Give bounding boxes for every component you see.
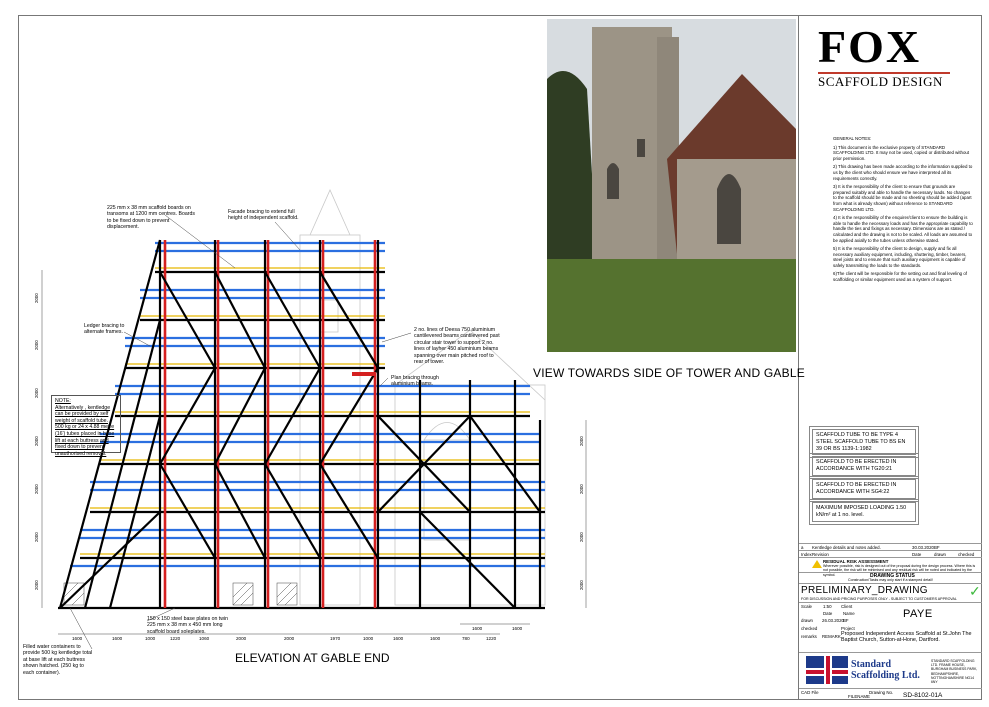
rev-header: checked	[958, 552, 975, 557]
dim-bottom-11: 1600	[430, 636, 441, 641]
status-title: DRAWING STATUS	[870, 573, 915, 579]
dim-bottom-6: 2000	[236, 636, 247, 641]
drawing-label: Drawing No.	[869, 690, 894, 695]
remark-label: remarks	[801, 634, 817, 639]
general-note: 6)The client will be responsible for the setting out and final leveling of scaffolding or similar equipment used as a system of support.	[833, 271, 967, 283]
dim-right-2: 2000	[579, 484, 584, 494]
risk-text: Wherever possible, risk is designed out of the proposal during the design process. Where this is not possible, the risk will be minimised and any residual risk will be noted and indicated by the symbol.	[823, 564, 976, 577]
general-note: 1) This document is the exclusive property of STANDARD SCAFFOLDING LTD. It may not be used, copied or distributed without prior permission.	[833, 144, 970, 161]
general-notes	[833, 136, 973, 286]
dim-left-6: 2000	[34, 532, 39, 542]
photo-caption: VIEW TOWARDS SIDE OF TOWER AND GABLE	[533, 366, 805, 380]
company-address: STANDARD SCAFFOLDING LTD. FRAME HOUSE, BURGHAM BUSINESS PARK, BEDHAMPSHIRE, NOTTINGHAMSHIRE NG14 6NY	[931, 659, 978, 685]
standards	[58, 240, 545, 608]
rev-header: Date	[912, 552, 922, 557]
dim-bottom-9: 1000	[363, 636, 374, 641]
spec-text: SCAFFOLD TUBE TO BE TYPE 4 STEEL SCAFFOLD TUBE TO BS EN 39 OR BS 1139-1:1982	[812, 429, 916, 455]
drawing-number: SD-8102-01A	[903, 692, 943, 699]
scale-label: Scale	[801, 604, 812, 609]
tb-rule	[799, 557, 982, 558]
remark-value: REMARK	[822, 634, 841, 639]
rev-header: Index	[801, 552, 812, 557]
spec-box-sg4	[809, 476, 919, 502]
dim-bottom-13: 1220	[486, 636, 497, 641]
fox-logo	[818, 21, 958, 94]
scale-value: 1:50	[823, 604, 832, 609]
status-sub: Construction/Tasks may only start if a stamped detail!	[848, 578, 933, 582]
dim-bottom-4: 1220	[170, 636, 181, 641]
beams-annotation: 2 no. lines of Deesa 750 aluminium cantilevered beams cantilevered past circular stair tower to support 2 no. lines of layher 450 aluminium beams spanning over main pitched roof to rear of tower.	[414, 327, 500, 366]
rev-date: 30.03.2020	[912, 545, 934, 550]
rev-desc: Kentledge details and notes added.	[812, 545, 881, 550]
cad-file: FILENAME	[848, 694, 870, 699]
ledger-lifts	[70, 243, 545, 566]
tb-rule	[799, 602, 982, 603]
general-note: 5) It is the responsibility of the client to design, supply and fix all necessary auxiliary equipment, including, shuttering, timber, bearers, steel joists and to ensure that such auxiliary equipment is capable of safely transmitting the loads to the standards.	[833, 246, 967, 268]
dim-bottom-8: 1970	[330, 636, 341, 641]
dim-bottom-7: 2000	[284, 636, 295, 641]
dim-left-4: 2000	[34, 436, 39, 446]
logo-sub: SCAFFOLD DESIGN	[818, 74, 943, 89]
spec-box-tg20	[809, 453, 919, 479]
warning-icon	[812, 560, 822, 568]
kentledge-note-title: NOTE:	[55, 398, 71, 404]
aluminium-beam	[352, 372, 376, 376]
tb-rule	[799, 652, 982, 653]
water-annotation: Filled water containers to provide 500 kg kentledge total at base lift at each buttress shown hatched. (250 kg to each container).	[23, 644, 93, 676]
dim-right-3: 2000	[579, 532, 584, 542]
project-value: Proposed Independent Access Scaffold at St.John The Baptist Church, Sutton-at-Hone, Dartford.	[841, 631, 972, 644]
church-outline	[300, 190, 545, 605]
general-notes-title: GENERAL NOTES:	[833, 136, 872, 141]
approval-tick-icon: ✓	[969, 583, 981, 599]
dim-bottom-3: 1000	[145, 636, 156, 641]
drawn-label: drawn	[801, 618, 813, 623]
risk-title: RESIDUAL RISK ASSESSMENT	[823, 559, 889, 564]
dim-bottom-10: 1600	[393, 636, 404, 641]
facade-bracing-annotation: Facade bracing to extend full height of independent scaffold.	[228, 209, 299, 222]
dim-bottom-1: 1600	[72, 636, 83, 641]
tb-rule	[799, 550, 982, 551]
general-note: 3) It is the responsibility of the client to ensure that grounds are prepared suitably and able to handle the necessary loads. No changes to the scaffold should be made and no sheeting should be added (apart from what is already shown) without reference to STANDARD SCAFFOLDING LTD.	[833, 184, 972, 212]
dim-right-4: 2000	[579, 580, 584, 590]
church-photo-illustration	[547, 19, 796, 352]
kentledge-note	[51, 395, 121, 457]
general-note: 4) It is the responsibility of the enquirer/client to ensure the building is able to handle the necessary loads and has the appropriate capability to handle the ties and fixings as necessary. Dimensions are as stated / calculated and the drawing is not to be scaled. All loads are assumed to be applied axially to the tubes unless otherwise stated.	[833, 215, 973, 243]
logo-brand: FOX	[818, 21, 922, 72]
status-main: PRELIMINARY_DRAWING	[801, 585, 928, 596]
drawn-by: BF	[843, 618, 849, 623]
company-name: Standard Scaffolding Ltd.	[851, 659, 920, 681]
name-label: Name	[843, 611, 855, 616]
rev-header: Revision	[812, 552, 829, 557]
checked-label: checked	[801, 626, 818, 631]
flag-stripe	[824, 656, 832, 684]
kentledge-containers	[64, 583, 297, 605]
dim-upper-1: 1600	[472, 626, 483, 631]
boards-annotation: 225 mm x 38 mm scaffold boards on transoms at 1200 mm centres. Boards to be fixed down to prevent displacement.	[107, 205, 195, 231]
ledger-bracing-annotation: Ledger bracing to alternate frames.	[84, 323, 125, 336]
project-label: Project	[841, 626, 855, 631]
plan-bracing-annotation: Plan bracing through aluminium beams.	[391, 375, 439, 388]
dim-bottom-2: 1600	[112, 636, 123, 641]
client-label: Client	[841, 604, 853, 609]
church-photo	[547, 19, 796, 352]
spec-text: SCAFFOLD TO BE ERECTED IN ACCORDANCE WITH SG4:22	[812, 479, 916, 499]
dim-left-1: 2000	[34, 293, 39, 303]
kentledge-note-body: Alternatively , kentledge can be provided by self weight of scaffold tube. 500 kg or 24 x 4.88 metre (16') tubes placed in base lift at each buttress and fixed down to prevent unauthorised removal.	[55, 404, 115, 457]
union-flag-icon	[806, 656, 848, 684]
drawn-date: 26.03.2020	[822, 618, 844, 623]
dim-bottom-12: 780	[462, 636, 470, 641]
tb-rule	[799, 543, 982, 544]
client-value: PAYE	[903, 608, 933, 620]
rev-by: BF	[934, 545, 940, 550]
dim-upper-2: 1600	[512, 626, 523, 631]
dim-left-3: 2000	[34, 388, 39, 398]
spec-box-loading	[809, 499, 919, 525]
general-note: 2) This drawing has been made according to the information supplied to us by the client who should ensure we have interpreted all its requirements correctly.	[833, 164, 973, 181]
cad-label: CAD File	[801, 690, 819, 695]
spec-text: SCAFFOLD TO BE ERECTED IN ACCORDANCE WITH TG20:21	[812, 456, 916, 476]
rev-header: drawn	[934, 552, 946, 557]
base-plates-annotation: 150 x 150 steel base plates on twin 225 mm x 38 mm x 450 mm long scaffold board soleplates.	[147, 616, 229, 635]
tb-rule	[799, 688, 982, 689]
dim-bottom-5: 1060	[199, 636, 210, 641]
status-small: FOR DISCUSSION AND PRICING PURPOSES ONLY - SUBJECT TO CUSTOMERS APPROVAL	[801, 597, 957, 601]
dim-left-7: 2000	[34, 580, 39, 590]
spec-text: MAXIMUM IMPOSED LOADING 1.50 kN/m² at 1 no. level.	[812, 502, 916, 522]
tb-rule	[799, 583, 982, 584]
dim-left-2: 2000	[34, 340, 39, 350]
rev-index: a	[801, 545, 804, 550]
dim-left-5: 2000	[34, 484, 39, 494]
dim-right-1: 2000	[579, 436, 584, 446]
date-label: Date	[823, 611, 833, 616]
elevation-caption: ELEVATION AT GABLE END	[235, 651, 390, 665]
